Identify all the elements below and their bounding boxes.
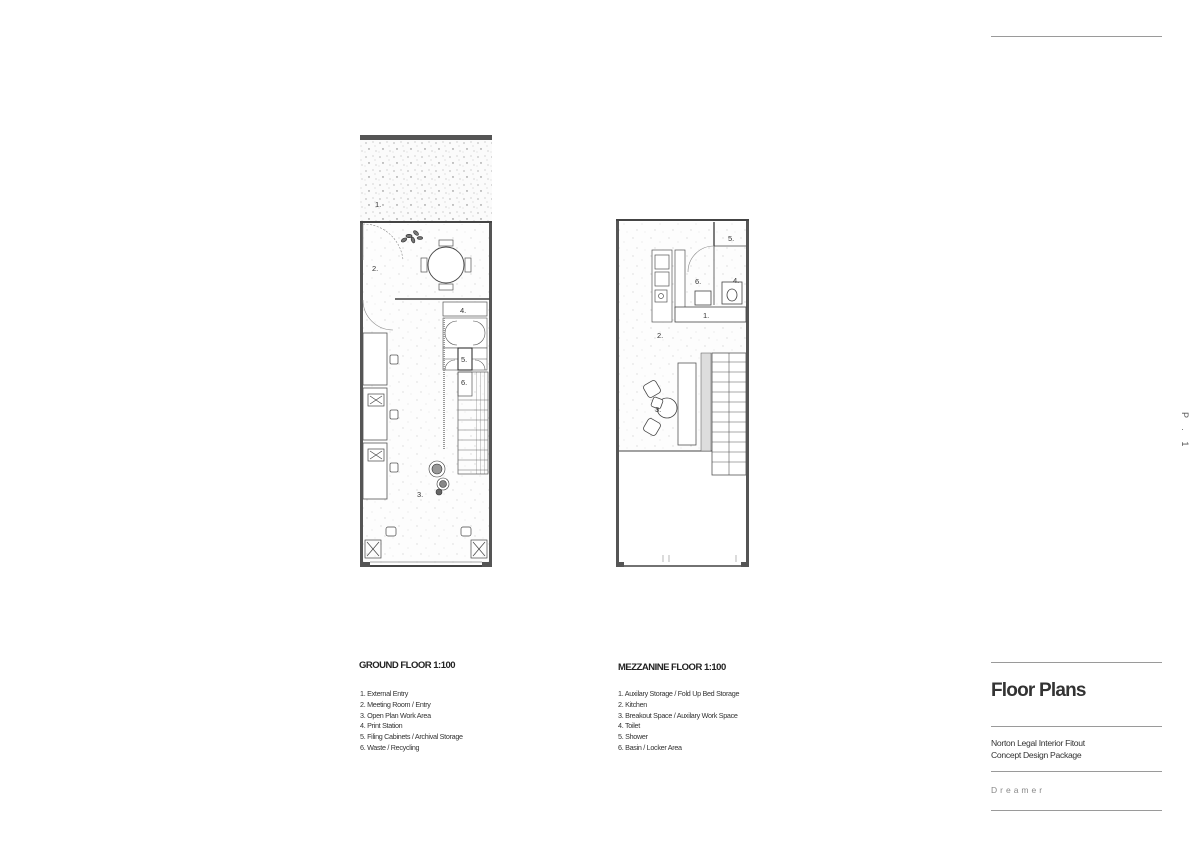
mezz-room-number-5: 5. <box>728 234 735 243</box>
divider <box>991 771 1162 772</box>
package-name: Concept Design Package <box>991 749 1082 760</box>
legend-item: 6. Waste / Recycling <box>360 742 420 752</box>
divider <box>991 662 1162 663</box>
west-wall <box>360 222 363 566</box>
brand-name: Dreamer <box>991 785 1046 795</box>
mezz-east-wall <box>746 220 749 567</box>
legend-item: 1. External Entry <box>360 689 409 698</box>
meeting-table <box>428 247 464 283</box>
mezzanine-floor-title: MEZZANINE FLOOR 1:100 <box>618 662 726 673</box>
room-number-2: 2. <box>372 264 379 273</box>
divider <box>991 36 1162 37</box>
legend-item: 4. Toilet <box>618 721 640 731</box>
room-number-3: 3. <box>417 490 424 499</box>
legend-item: 2. Meeting Room / Entry <box>360 699 431 709</box>
room-number-5: 5. <box>461 355 468 364</box>
room-number-4: 4. <box>460 306 467 315</box>
legend-item: 5. Filing Cabinets / Archival Storage <box>360 732 463 742</box>
mezz-west-wall <box>616 220 619 567</box>
mezz-room-number-1: 1. <box>703 311 710 320</box>
legend-item: 5. Shower <box>618 732 648 742</box>
room-number-6: 6. <box>461 378 468 387</box>
mezz-room-number-2: 2. <box>657 331 664 340</box>
legend-item: 4. Print Station <box>360 721 403 731</box>
mezz-room-number-6: 6. <box>695 277 702 286</box>
ground-floor-plan <box>360 135 492 567</box>
room-number-1: 1. <box>375 200 382 209</box>
ground-floor-title: GROUND FLOOR 1:100 <box>359 660 456 671</box>
project-description <box>991 738 1085 761</box>
breakout-bench <box>678 363 696 445</box>
mezz-room-number-4: 4. <box>733 276 740 285</box>
legend-item: 3. Open Plan Work Area <box>360 710 431 720</box>
legend-item: 1. Auxilary Storage / Fold Up Bed Storage <box>618 689 740 698</box>
mezzanine-floor-legend <box>618 689 739 754</box>
ground-floor-legend <box>360 689 463 754</box>
sheet-title: Floor Plans <box>991 680 1086 701</box>
mezzanine-floor-plan <box>616 220 749 567</box>
external-entry-area <box>360 136 492 222</box>
page-number: P . 1 <box>1180 412 1190 451</box>
legend-item: 3. Breakout Space / Auxilary Work Space <box>618 710 738 720</box>
project-name: Norton Legal Interior Fitout <box>991 738 1085 748</box>
east-wall <box>489 222 492 566</box>
boundary-wall <box>360 135 492 140</box>
mezz-room-number-3: 3. <box>655 405 662 414</box>
divider <box>991 810 1162 811</box>
legend-item: 2. Kitchen <box>618 699 647 709</box>
legend-item: 6. Basin / Locker Area <box>618 742 682 752</box>
divider <box>991 726 1162 727</box>
